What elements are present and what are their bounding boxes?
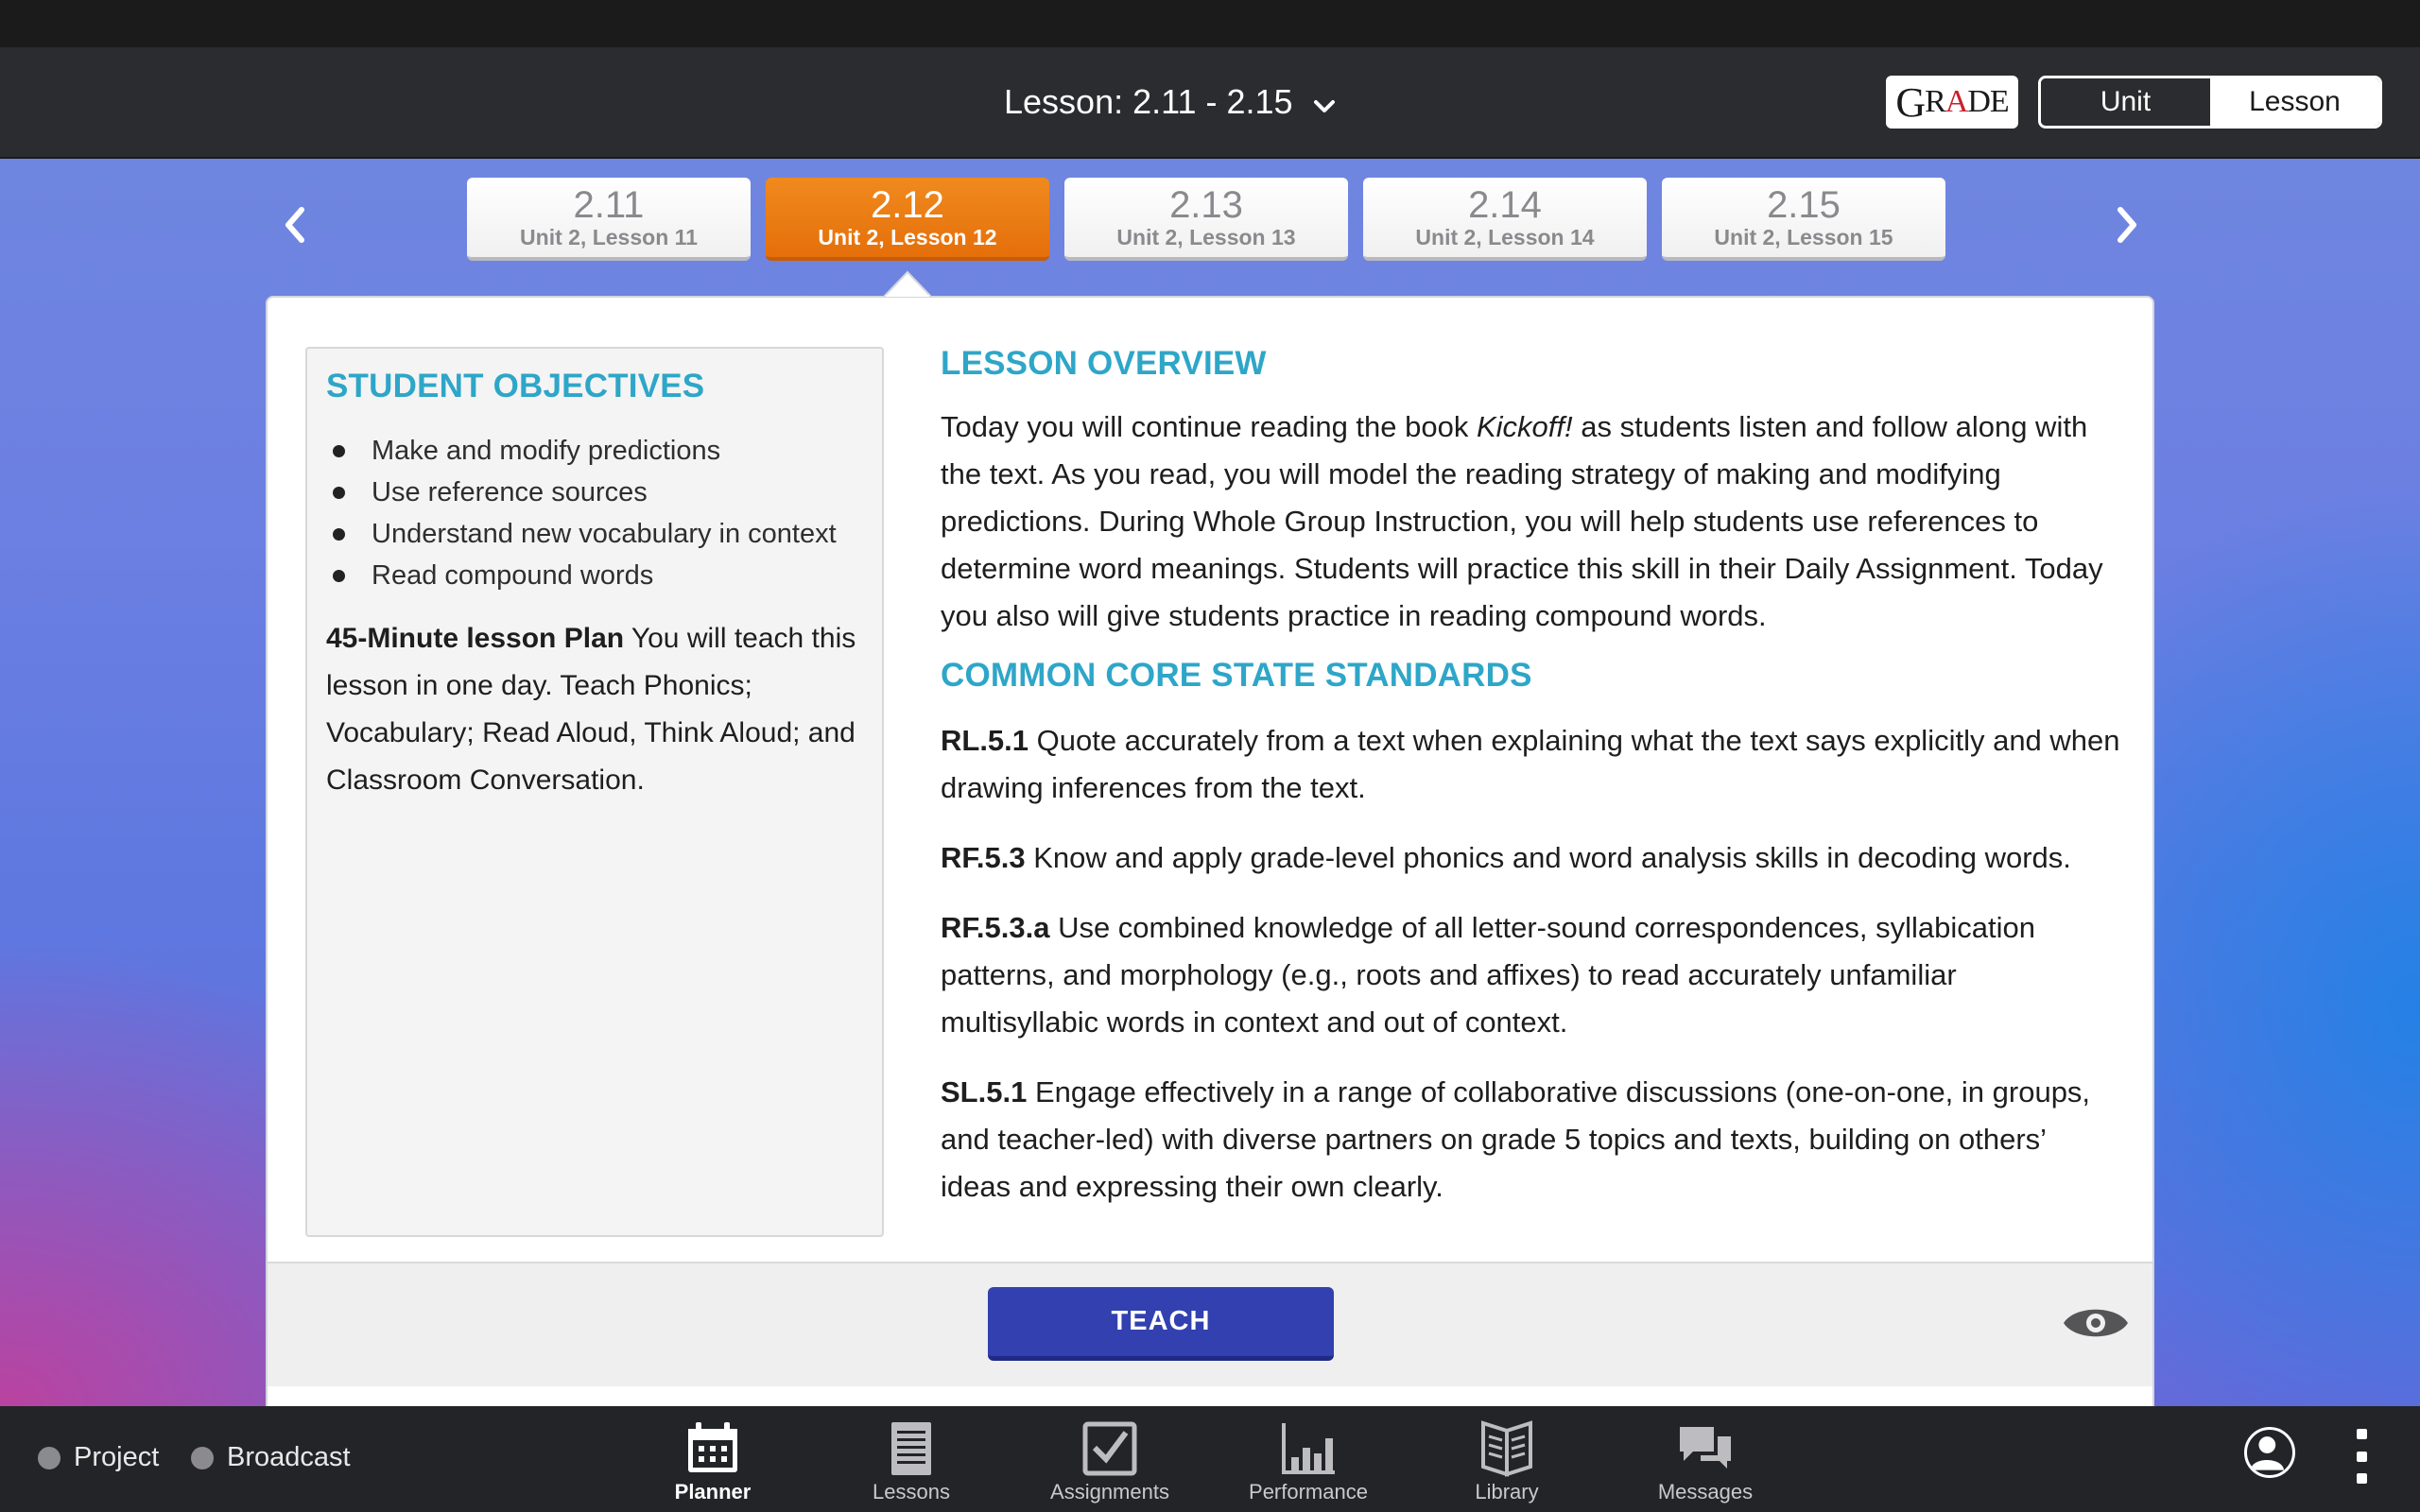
lesson-stage <box>0 159 2420 1406</box>
nav-assignments[interactable]: Assignments <box>1039 1419 1181 1504</box>
nav-performance[interactable]: Performance <box>1237 1419 1379 1504</box>
standard-item: SL.5.1 Engage effectively in a range of collaborative discussions (one-on-one, in groups, and teacher-led) with diverse partners on grade 5 topics and texts, building on others’ ideas and expressing their own clearly. <box>941 1075 2091 1203</box>
bullet-icon <box>333 528 345 541</box>
teach-button[interactable]: TEACH <box>988 1287 1334 1361</box>
objectives-title: STUDENT OBJECTIVES <box>326 368 705 404</box>
project-toggle[interactable]: Project <box>38 1442 159 1473</box>
card-footer <box>268 1262 2154 1386</box>
checkbox-icon <box>1080 1419 1139 1478</box>
bullet-icon <box>333 487 345 499</box>
dot-icon <box>2357 1452 2367 1462</box>
broadcast-toggle[interactable]: Broadcast <box>191 1442 351 1473</box>
status-dot-icon <box>191 1447 214 1469</box>
calendar-icon <box>683 1419 742 1478</box>
lesson-overview-panel <box>941 345 2122 1243</box>
more-menu-button[interactable] <box>2344 1425 2378 1487</box>
lesson-tab-2-14[interactable]: 2.14 Unit 2, Lesson 14 <box>1363 178 1647 261</box>
user-avatar[interactable] <box>2244 1427 2295 1478</box>
lesson-tab-2-11[interactable]: 2.11 Unit 2, Lesson 11 <box>467 178 751 261</box>
standards-title: COMMON CORE STATE STANDARDS <box>941 657 1532 694</box>
lesson-toggle-button[interactable]: Lesson <box>2210 78 2379 126</box>
lesson-tab-2-13[interactable]: 2.13 Unit 2, Lesson 13 <box>1064 178 1348 261</box>
lesson-tab-2-15[interactable]: 2.15 Unit 2, Lesson 15 <box>1662 178 1945 261</box>
overview-title: LESSON OVERVIEW <box>941 345 1267 382</box>
overview-text: Today you will continue reading the book Kickoff! as students listen and follow along with the text. As you read, you will model the reading strategy of making and modifying predictions. During Whole Group Instruction, you will help students use references to determine word meanings. Students will practice this skill in their Daily Assignment. Today you also will give students practice in reading compound words. <box>941 410 2103 632</box>
lesson-range-dropdown[interactable] <box>1004 76 1339 129</box>
standard-item: RF.5.3.a Use combined knowledge of all letter-sound correspondences, syllabication patterns, and morphology (e.g., roots and affixes) to read accurately unfamiliar multisyllabic words in context and out of context. <box>941 911 2035 1039</box>
book-icon <box>1478 1419 1536 1478</box>
chevron-left-icon <box>281 204 309 246</box>
status-dot-icon <box>38 1447 60 1469</box>
dot-icon <box>2357 1473 2367 1484</box>
bullet-icon <box>333 445 345 457</box>
active-tab-pointer <box>884 270 931 297</box>
chat-icon <box>1676 1419 1735 1478</box>
lesson-tabs <box>467 178 1945 263</box>
nav-lessons[interactable]: Lessons <box>840 1419 982 1504</box>
next-arrow-button[interactable] <box>2103 201 2151 249</box>
user-icon <box>2247 1430 2292 1475</box>
bullet-icon <box>333 570 345 582</box>
list-item: Understand new vocabulary in context <box>326 513 863 555</box>
lesson-plan-text: 45-Minute lesson Plan You will teach this lesson in one day. Teach Phonics; Vocabulary; Read Aloud, Think Aloud; and Classroom Conversation. <box>326 623 856 796</box>
lesson-tab-2-12[interactable]: 2.12 Unit 2, Lesson 12 <box>766 178 1049 261</box>
lesson-range-label: Lesson: 2.11 - 2.15 <box>1004 82 1293 121</box>
nav-planner[interactable]: Planner <box>642 1419 784 1504</box>
lesson-card <box>266 296 2154 1512</box>
nav-messages[interactable]: Messages <box>1634 1419 1776 1504</box>
grade-logo: G R A DE <box>1886 76 2018 129</box>
objectives-list <box>326 430 863 596</box>
list-item: Use reference sources <box>326 472 863 513</box>
unit-toggle-button[interactable]: Unit <box>2041 78 2210 126</box>
chevron-right-icon <box>2113 204 2141 246</box>
nav-library[interactable]: Library <box>1436 1419 1578 1504</box>
chevron-down-icon <box>1310 93 1339 121</box>
list-item: Make and modify predictions <box>326 430 863 472</box>
bar-chart-icon <box>1279 1419 1338 1478</box>
standard-item: RL.5.1 Quote accurately from a text when explaining what the text says explicitly and when drawing inferences from the text. <box>941 724 2120 804</box>
list-item: Read compound words <box>326 555 863 596</box>
eye-icon[interactable] <box>2062 1299 2130 1347</box>
dot-icon <box>2357 1429 2367 1439</box>
view-toggle <box>2038 76 2382 129</box>
header-bar <box>0 47 2420 159</box>
status-strip <box>0 0 2420 47</box>
bottom-nav-bar <box>0 1406 2420 1512</box>
student-objectives-panel <box>305 347 884 1237</box>
standard-item: RF.5.3 Know and apply grade-level phonics and word analysis skills in decoding words. <box>941 841 2071 874</box>
document-icon <box>882 1419 941 1478</box>
previous-arrow-button[interactable] <box>271 201 319 249</box>
